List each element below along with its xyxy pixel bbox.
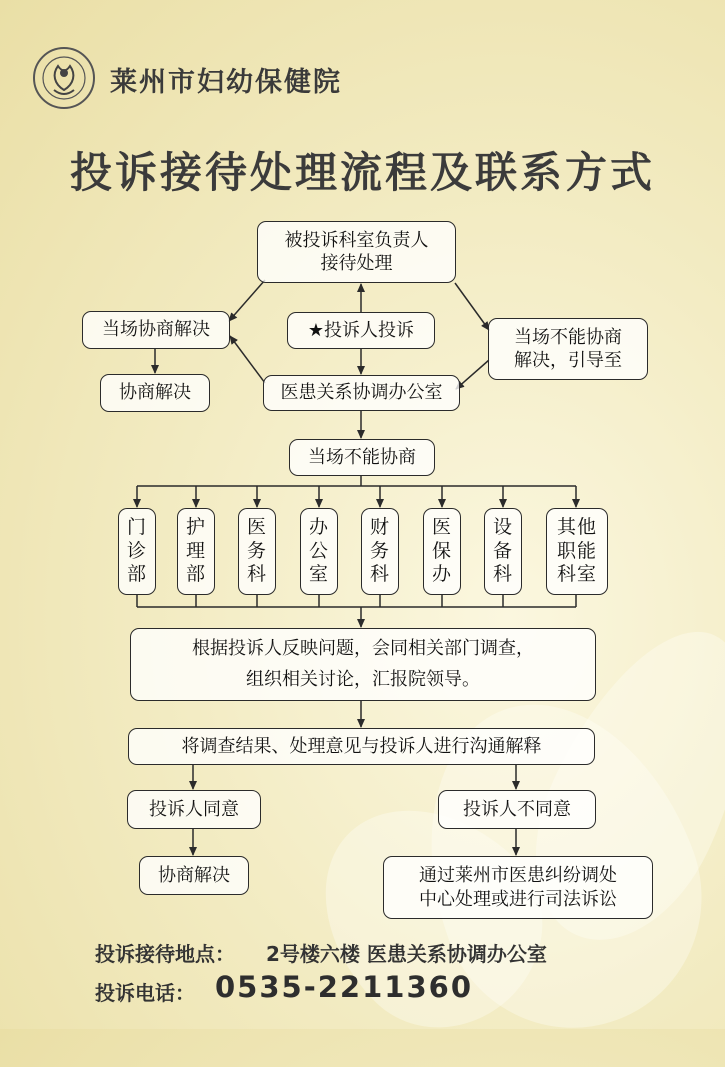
page-title: 投诉接待处理流程及联系方式 — [69, 148, 655, 197]
negotiated-box: 协商解决 — [100, 374, 210, 412]
patient-relations-office-box: 医患关系协调办公室 — [263, 375, 460, 411]
dept-head-box: 被投诉科室负责人 接待处理 — [257, 221, 456, 283]
arrow-dept-head-to-guide — [455, 283, 489, 330]
dept-outpatient: 门 诊 部 — [118, 508, 156, 595]
address-value: 2号楼六楼 医患关系协调办公室 — [266, 942, 547, 966]
cannot-negotiate-guide-box: 当场不能协商 解决，引导至 — [488, 318, 648, 380]
dept-nursing: 护 理 部 — [177, 508, 215, 595]
dept-equipment: 设 备 科 — [484, 508, 522, 595]
arrow-office-to-onsite — [230, 336, 265, 383]
mediation-box: 通过莱州市医患纠纷调处 中心处理或进行司法诉讼 — [383, 856, 653, 919]
cannot-negotiate-box: 当场不能协商 — [289, 439, 435, 476]
arrow-guide-to-office — [456, 360, 489, 389]
phone-value: 0535-2211360 — [215, 970, 473, 1004]
investigate-box: 根据投诉人反映问题，会同相关部门调查， 组织相关讨论，汇报院领导。 — [130, 628, 596, 701]
hospital-name: 莱州市妇幼保健院 — [110, 67, 342, 98]
address-label: 投诉接待地点： — [95, 942, 235, 966]
agree-box: 投诉人同意 — [127, 790, 261, 829]
arrow-dept-head-to-onsite — [229, 280, 265, 321]
disagree-box: 投诉人不同意 — [438, 790, 596, 829]
phone-label: 投诉电话： — [95, 981, 195, 1005]
onsite-resolve-box: 当场协商解决 — [82, 311, 230, 349]
complainant-box: ★投诉人投诉 — [287, 312, 435, 349]
dept-finance: 财 务 科 — [361, 508, 399, 595]
resolved-box: 协商解决 — [139, 856, 249, 895]
dept-medical-affairs: 医 务 科 — [238, 508, 276, 595]
dept-administration-office: 办 公 室 — [300, 508, 338, 595]
dept-other-functional: 其他 职能 科室 — [546, 508, 608, 595]
dept-medical-insurance: 医 保 办 — [423, 508, 461, 595]
communicate-box: 将调查结果、处理意见与投诉人进行沟通解释 — [128, 728, 595, 765]
